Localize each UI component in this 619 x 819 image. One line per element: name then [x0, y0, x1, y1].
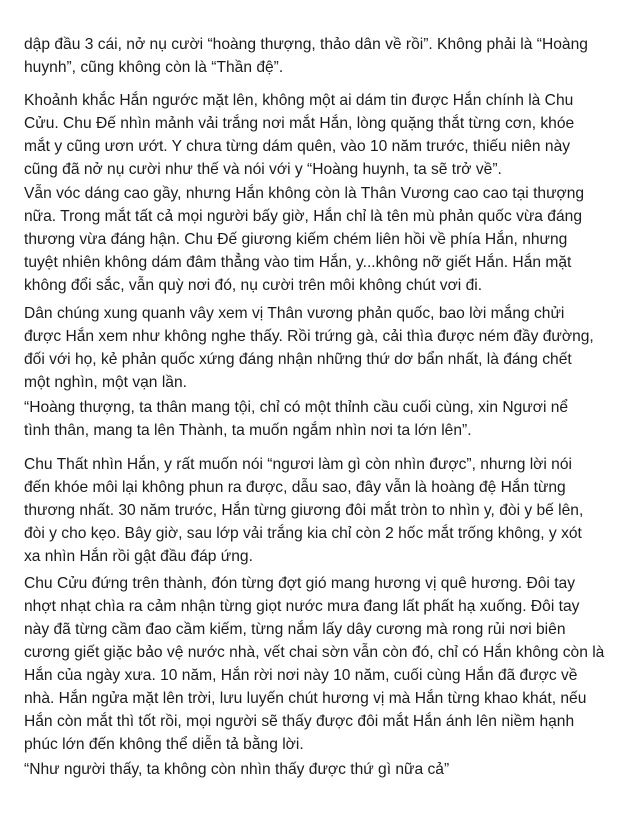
- paragraph-8: [24, 758, 604, 781]
- paragraph-1: [24, 33, 604, 79]
- text-line: tuyệt nhiên không dám đâm thẳng vào tim Hắn, y...không nỡ giết Hắn. Hắn mặt: [24, 254, 572, 271]
- text-line: “Như người thấy, ta không còn nhìn thấy được thứ gì nữa cả”: [24, 761, 450, 778]
- paragraph-2: [24, 89, 604, 181]
- text-line: nhà. Hắn ngửa mặt lên trời, lưu luyến chút hương vị mà Hắn từng khao khát, nếu: [24, 690, 587, 707]
- text-line: được Hắn xem như không nghe thấy. Rồi trứng gà, cải thìa được ném đầy đường,: [24, 328, 594, 345]
- paragraph-3: [24, 182, 604, 297]
- text-line: huynh”, cũng không còn là “Thần đệ”.: [24, 59, 284, 76]
- text-line: Chu Cửu đứng trên thành, đón từng đợt gió mang hương vị quê hương. Đôi tay: [24, 575, 576, 592]
- text-line: một nghìn, một vạn lần.: [24, 374, 187, 391]
- text-line: mắt y cũng ươn ướt. Y chưa từng dám quên, vào 10 năm trước, thiếu niên này: [24, 138, 571, 155]
- text-line: đòi y cho kẹo. Bây giờ, sau lớp vải trắng kia chỉ còn 2 hốc mắt trống không, y xót: [24, 525, 582, 542]
- paragraph-6: [24, 453, 604, 568]
- text-line: cũng đã nở nụ cười như thế và nói với y “Hoàng huynh, ta sẽ trở về”.: [24, 161, 502, 178]
- text-line: xa nhìn Hắn rồi gật đầu đáp ứng.: [24, 548, 253, 565]
- text-line: nữa. Trong mắt tất cả mọi người bấy giờ, Hắn chỉ là tên mù phản quốc vừa đáng: [24, 208, 583, 225]
- text-line: dập đầu 3 cái, nở nụ cười “hoàng thượng, thảo dân về rồi”. Không phải là “Hoàng: [24, 36, 588, 53]
- paragraph-7: [24, 572, 604, 756]
- text-line: thương vừa đáng hận. Chu Đế giương kiếm chém liên hồi về phía Hắn, nhưng: [24, 231, 568, 248]
- text-line: đến khóe môi lại không phun ra được, dẫu sao, đây vẫn là hoàng đệ Hắn từng: [24, 479, 566, 496]
- text-line: Cửu. Chu Đế nhìn mảnh vải trắng nơi mắt Hắn, lòng quặng thắt từng cơn, khóe: [24, 115, 575, 132]
- text-line: Khoảnh khắc Hắn ngước mặt lên, không một ai dám tin được Hắn chính là Chu: [24, 92, 574, 109]
- text-line: Hắn còn mắt thì tốt rồi, mọi người sẽ thấy được đôi mắt Hắn ánh lên niềm hạnh: [24, 713, 575, 730]
- text-line: nhợt nhạt chìa ra cảm nhận từng giọt nước mưa đang lất phất hạ xuống. Đôi tay: [24, 598, 580, 615]
- text-line: không đổi sắc, vẫn quỳ nơi đó, nụ cười trên môi không chút vơi đi.: [24, 277, 483, 294]
- paragraph-5: [24, 396, 604, 442]
- paragraph-4: [24, 302, 604, 394]
- text-line: Dân chúng xung quanh vây xem vị Thân vương phản quốc, bao lời mắng chửi: [24, 305, 565, 322]
- text-line: phúc lớn đến không thể diễn tả bằng lời.: [24, 736, 304, 753]
- text-line: cương giết giặc bảo vệ nước nhà, vết chai sờn vẫn còn đó, chỉ có Hắn không còn là: [24, 644, 605, 661]
- text-line: thương nhất. 30 năm trước, Hắn từng giương đôi mắt tròn to nhìn y, đòi y bế lên,: [24, 502, 584, 519]
- text-line: Vẫn vóc dáng cao gầy, nhưng Hắn không còn là Thân Vương cao cao tại thượng: [24, 185, 585, 202]
- text-line: này đã từng cầm đao cầm kiếm, từng nắm lấy dây cương mà rong rủi nơi biên: [24, 621, 566, 638]
- text-line: Chu Thất nhìn Hắn, y rất muốn nói “ngươi làm gì còn nhìn được”, nhưng lời nói: [24, 456, 572, 473]
- text-line: tình thân, mang ta lên Thành, ta muốn ngắm nhìn nơi ta lớn lên”.: [24, 422, 472, 439]
- text-line: đối với họ, kẻ phản quốc xứng đáng nhận những thứ dơ bẩn nhất, là đáng chết: [24, 351, 572, 368]
- text-line: “Hoàng thượng, ta thân mang tội, chỉ có một thỉnh cầu cuối cùng, xin Ngươi nể: [24, 399, 569, 416]
- text-line: Hắn của ngày xưa. 10 năm, Hắn rời nơi này 10 năm, cuối cùng Hắn đã được về: [24, 667, 578, 684]
